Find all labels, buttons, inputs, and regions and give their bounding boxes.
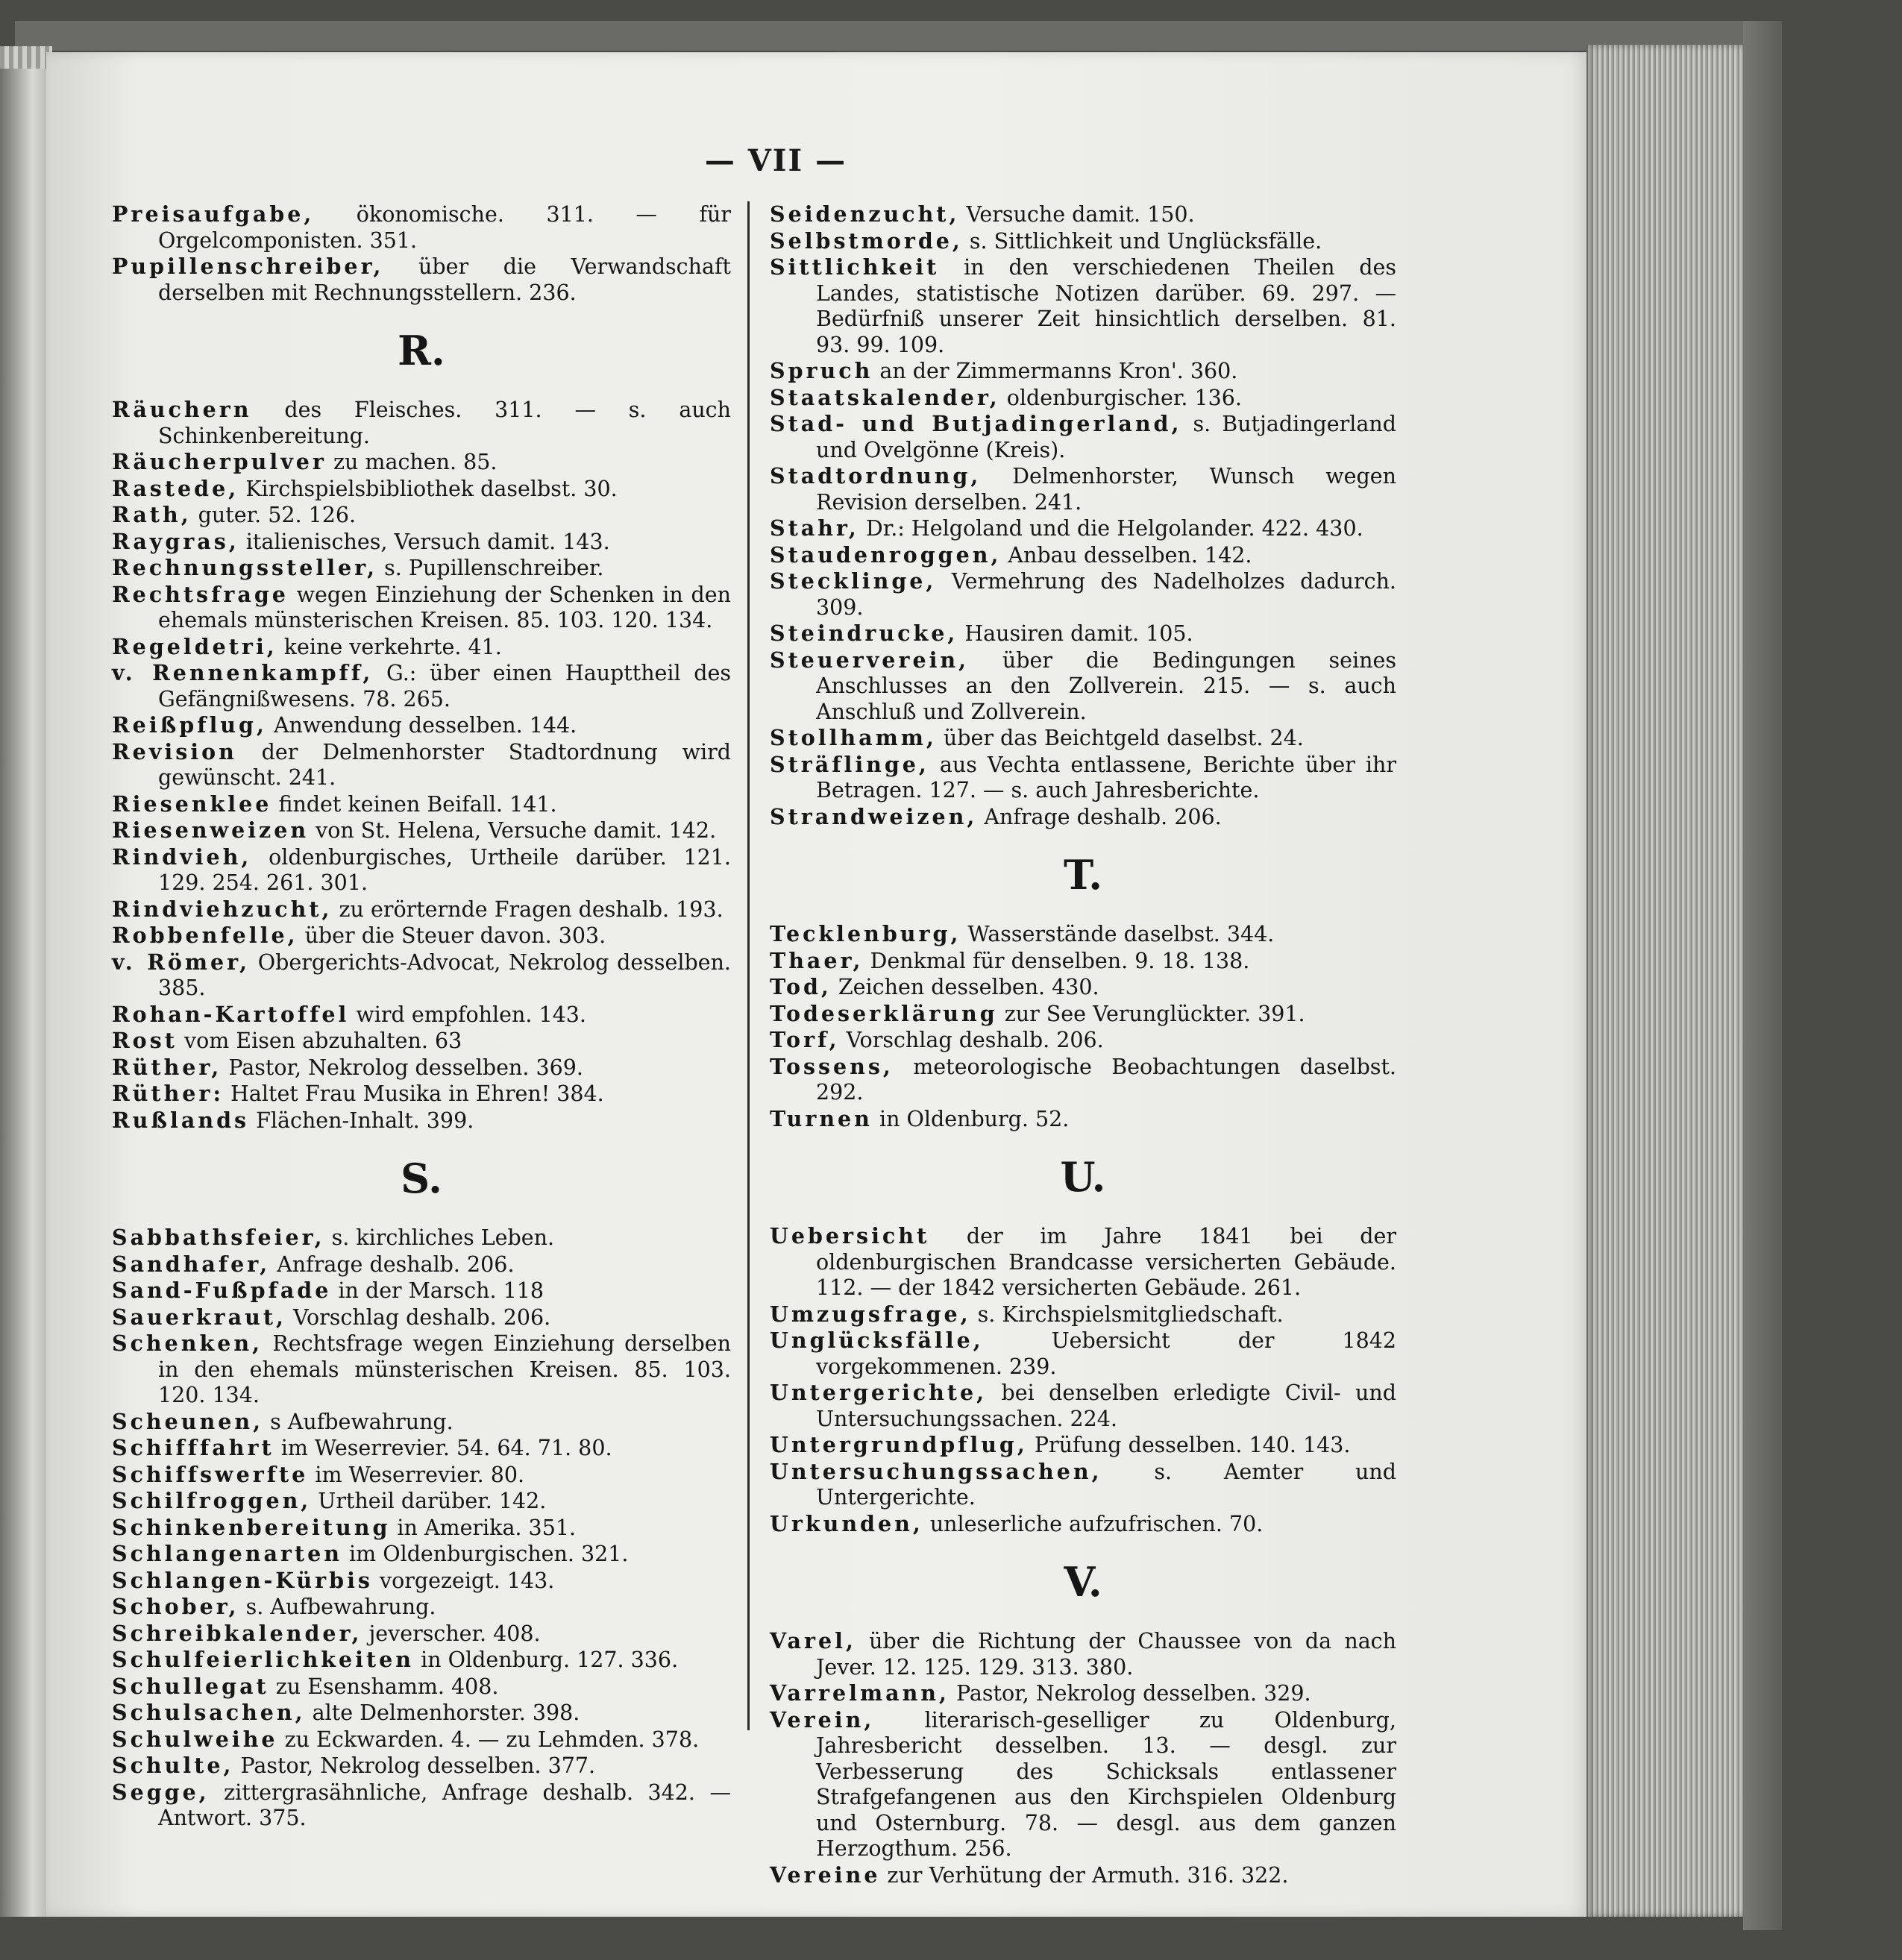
entry-headword: Schenken, (112, 1331, 263, 1356)
index-entry (112, 201, 731, 254)
entry-headword: Selbstmorde, (770, 227, 963, 254)
entry-text: zittergrasähnliche, Anfrage deshalb. 342. — Antwort. 375. (158, 1780, 731, 1830)
index-entry (770, 921, 1396, 948)
entry-headword: Urkunden, (770, 1510, 923, 1536)
entry-headword: Räuchern (112, 397, 252, 422)
entry-headword: Riesenweizen (112, 817, 310, 843)
entry-headword: Schulte, (112, 1753, 234, 1778)
entry-headword: Steuerverein, (770, 647, 970, 673)
entry-text: Rechtsfrage wegen Einziehung derselben in den ehemals münsterischen Kreisen. 85. 103. 120. 134. (158, 1331, 731, 1407)
entry-headword: Robbenfelle, (112, 923, 298, 948)
entry-headword: Tossens, (770, 1053, 894, 1079)
index-entry (770, 1707, 1396, 1862)
entry-headword: Stad- und Butjadingerland, (770, 411, 1182, 436)
entry-text: s Aufbewahrung. (263, 1409, 453, 1434)
entry-headword: Riesenklee (112, 791, 272, 817)
entry-headword: Rost (112, 1028, 178, 1053)
entry-headword: Torf, (770, 1027, 840, 1052)
index-entry (770, 1511, 1396, 1538)
entry-headword: v. Römer, (112, 949, 251, 975)
entry-text: oldenburgischer. 136. (999, 385, 1242, 410)
entry-headword: Todeserklärung (770, 1000, 998, 1026)
entry-text: s. Butjadingerland und Ovelgönne (Kreis). (816, 412, 1396, 462)
entry-text: in der Marsch. 118 (331, 1278, 544, 1303)
entry-text: Denkmal für denselben. 9. 18. 138. (863, 948, 1250, 973)
entry-text: der Delmenhorster Stadtordnung wird gewünscht. 241. (158, 739, 731, 790)
entry-text: Urtheil darüber. 142. (311, 1489, 547, 1513)
entry-text: keine verkehrte. 41. (277, 634, 502, 659)
entry-text: alte Delmenhorster. 398. (305, 1700, 580, 1725)
entry-headword: Stadtordnung, (770, 463, 982, 489)
entry-text: in den verschiedenen Theilen des Landes, statistische Notizen darüber. 69. 297. — Bedürfniß unserer Zeit hinsichtlich derselben. 81. 93. 99. 109. (816, 255, 1396, 357)
index-entry (770, 621, 1396, 647)
entry-headword: Rohan-Kartoffel (112, 1001, 350, 1027)
entry-text: G.: über einen Haupttheil des Gefängnißwesens. 78. 265. (158, 661, 731, 712)
index-entry (112, 896, 731, 923)
index-entry (112, 1700, 731, 1727)
entry-text: s. Aufbewahrung. (239, 1595, 436, 1619)
entry-headword: Räucherpulver (112, 449, 327, 474)
entry-text: literarisch-geselliger zu Oldenburg, Jahresbericht desselben. 13. — desgl. zur Verbesserung des Schicksals entlassener Strafgefangenen aus den Kirchspielen Oldenburg und Osternburg. 78. — desgl. aus dem ganzen Herzogthum. 256. (816, 1707, 1396, 1861)
section-letter-heading: R. (398, 327, 445, 374)
index-entry (112, 254, 731, 306)
index-entry (112, 1304, 731, 1331)
entry-headword: Revision (112, 738, 237, 764)
entry-headword: Rath, (112, 502, 192, 527)
entry-headword: Varel, (770, 1628, 856, 1653)
entry-headword: Rastede, (112, 475, 239, 501)
entry-text: s. kirchliches Leben. (324, 1225, 555, 1250)
index-entry (112, 1594, 731, 1621)
entry-headword: Verein, (770, 1706, 875, 1733)
entry-text: der im Jahre 1841 bei der oldenburgischen Brandcasse versicherten Gebäude. 112. — der 1842 versicherten Gebäude. 261. (816, 1224, 1396, 1300)
entry-text: Flächen-Inhalt. 399. (249, 1108, 474, 1133)
index-entry (112, 660, 731, 712)
index-entry (112, 1225, 731, 1251)
index-entry (770, 1432, 1396, 1459)
index-entry (112, 1055, 731, 1081)
entry-headword: Schober, (112, 1594, 239, 1619)
index-entry (112, 817, 731, 844)
index-entry (770, 1027, 1396, 1054)
entry-headword: Schlangen-Kürbis (112, 1567, 373, 1593)
entry-headword: Spruch (770, 358, 873, 383)
page-block-edges (1586, 45, 1743, 1917)
entry-text: im Weserrevier. 54. 64. 71. 80. (274, 1436, 612, 1460)
index-entry (770, 948, 1396, 975)
entry-text: Haltet Frau Musika in Ehren! 384. (223, 1081, 604, 1106)
entry-text: Anbau desselben. 142. (1001, 542, 1252, 568)
entry-headword: Preisaufgabe, (112, 201, 315, 227)
index-entry (112, 949, 731, 1002)
index-entry (112, 1462, 731, 1489)
section-letter-heading: T. (1063, 851, 1103, 899)
entry-text: bei denselben erledigte Civil- und Untersuchungssachen. 224. (816, 1381, 1396, 1431)
index-entry (770, 974, 1396, 1001)
index-column-left (112, 201, 731, 1832)
entry-headword: v. Rennenkampff, (112, 660, 374, 685)
entry-text: wird empfohlen. 143. (349, 1002, 586, 1027)
index-entry (112, 1488, 731, 1515)
entry-text: Pastor, Nekrolog desselben. 377. (233, 1753, 596, 1778)
entry-text: im Oldenburgischen. 321. (342, 1542, 629, 1566)
section-letter-heading: U. (1060, 1153, 1106, 1201)
entry-text: Anwendung desselben. 144. (266, 713, 577, 738)
index-entry (112, 1674, 731, 1700)
page-number: — VII — (704, 143, 847, 178)
entry-text: s. Aemter und Untergerichte. (816, 1459, 1396, 1510)
entry-headword: Rindviehzucht, (112, 896, 333, 922)
entry-headword: Schilfroggen, (112, 1488, 312, 1513)
entry-text: Anfrage deshalb. 206. (977, 804, 1222, 829)
entry-headword: Sand-Fußpfade (112, 1278, 332, 1303)
index-entry (770, 1223, 1396, 1301)
index-entry (112, 582, 731, 634)
index-entry (112, 1621, 731, 1648)
index-entry (770, 1328, 1396, 1380)
index-entry (112, 449, 731, 476)
entry-headword: Uebersicht (770, 1223, 930, 1248)
entry-text: Uebersicht der 1842 vorgekommenen. 239. (816, 1328, 1396, 1379)
entry-headword: Reißpflug, (112, 712, 267, 738)
entry-text: wegen Einziehung der Schenken in den ehemals münsterischen Kreisen. 85. 103. 120. 134. (158, 582, 731, 632)
index-entry (112, 712, 731, 739)
entry-text: in Amerika. 351. (390, 1515, 577, 1540)
entry-headword: Schlangenarten (112, 1541, 342, 1566)
entry-headword: Sabbathsfeier, (112, 1225, 325, 1250)
entry-text: an der Zimmermanns Kron'. 360. (873, 359, 1238, 383)
index-entry (112, 923, 731, 949)
index-entry (112, 1108, 731, 1134)
entry-headword: Schulsachen, (112, 1700, 306, 1725)
index-entry (770, 647, 1396, 726)
entry-headword: Rüther, (112, 1054, 222, 1080)
entry-headword: Segge, (112, 1779, 210, 1805)
entry-headword: Schiffswerfte (112, 1461, 309, 1487)
entry-headword: Pupillenschreiber, (112, 254, 384, 279)
entry-headword: Regeldetri, (112, 633, 277, 659)
index-entry (770, 1380, 1396, 1432)
index-entry (112, 844, 731, 896)
entry-text: über die Bedingungen seines Anschlusses an den Zollverein. 215. — s. auch Anschluß und Zollverein. (816, 647, 1396, 724)
index-entry (770, 228, 1396, 255)
index-entry (112, 739, 731, 791)
index-entry (770, 1301, 1396, 1328)
entry-text: aus Vechta entlassene, Berichte über ihr Betragen. 127. — s. auch Jahresberichte. (816, 752, 1396, 802)
entry-text: in Oldenburg. 127. 336. (414, 1648, 679, 1672)
entry-text: italienisches, Versuch damit. 143. (239, 529, 610, 554)
entry-headword: Untersuchungssachen, (770, 1458, 1102, 1484)
entry-headword: Untergerichte, (770, 1380, 988, 1405)
entry-headword: Umzugsfrage, (770, 1301, 971, 1327)
index-entry (770, 515, 1396, 542)
entry-text: s. Sittlichkeit und Unglücksfälle. (962, 228, 1322, 254)
entry-text: des Fleisches. 311. — s. auch Schinkenbereitung. (158, 398, 731, 448)
entry-headword: Stollhamm, (770, 725, 937, 750)
index-entry (770, 804, 1396, 831)
binding-stitching (0, 46, 52, 69)
entry-text: Obergerichts-Advocat, Nekrolog desselben. 385. (158, 949, 731, 1000)
entry-text: zu Eckwarden. 4. — zu Lehmden. 378. (277, 1727, 700, 1752)
index-entry (770, 1862, 1396, 1889)
entry-text: meteorologische Beobachtungen daselbst. 292. (816, 1054, 1396, 1105)
entry-headword: Tecklenburg, (770, 921, 961, 946)
index-entry (770, 358, 1396, 385)
entry-text: über das Beichtgeld daselbst. 24. (936, 726, 1304, 750)
book-cover-edge (1743, 21, 1782, 1930)
entry-headword: Sauerkraut, (112, 1304, 286, 1330)
entry-text: Versuche damit. 150. (959, 202, 1195, 227)
entry-headword: Stecklinge, (770, 568, 937, 594)
entry-headword: Steindrucke, (770, 621, 958, 646)
index-entry (770, 1680, 1396, 1707)
book-cover-top (15, 21, 1782, 51)
index-entry (112, 1541, 731, 1568)
entry-text: im Weserrevier. 80. (308, 1462, 525, 1487)
index-entry (112, 555, 731, 582)
entry-headword: Sträflinge, (770, 751, 929, 777)
entry-headword: Untergrundpflug, (770, 1432, 1028, 1457)
entry-headword: Strandweizen, (770, 803, 978, 829)
index-entry (770, 1001, 1396, 1028)
entry-headword: Sandhafer, (112, 1251, 271, 1277)
entry-headword: Varrelmann, (770, 1680, 950, 1706)
entry-text: in Oldenburg. 52. (872, 1106, 1070, 1131)
entry-text: zur Verhütung der Armuth. 316. 322. (880, 1862, 1289, 1888)
index-entry (770, 1106, 1396, 1133)
index-entry (112, 529, 731, 556)
entry-text: jeverscher. 408. (362, 1621, 541, 1646)
entry-headword: Staudenroggen, (770, 541, 1002, 568)
index-entry (112, 1435, 731, 1462)
index-entry (112, 1081, 731, 1108)
entry-text: zu machen. 85. (326, 450, 498, 474)
entry-text: s. Kirchspielsmitgliedschaft. (970, 1301, 1284, 1327)
entry-headword: Raygras, (112, 528, 239, 554)
entry-text: zu erörternde Fragen deshalb. 193. (332, 896, 724, 922)
entry-text: über die Richtung der Chaussee von da nach Jever. 12. 125. 129. 313. 380. (816, 1629, 1396, 1680)
entry-text: Anfrage deshalb. 206. (270, 1251, 515, 1277)
entry-text: guter. 52. 126. (191, 503, 357, 527)
index-entry (112, 791, 731, 818)
entry-headword: Rechnungssteller, (112, 555, 378, 580)
column-rule (747, 201, 750, 1730)
entry-text: s. Pupillenschreiber. (377, 556, 604, 580)
entry-headword: Vereine (770, 1862, 881, 1888)
entry-text: Kirchspielsbibliothek daselbst. 30. (239, 476, 618, 501)
section-letter-heading: S. (401, 1155, 442, 1202)
index-entry (112, 397, 731, 449)
entry-text: Wasserstände daselbst. 344. (961, 922, 1275, 946)
entry-text: Delmenhorster, Wunsch wegen Revision derselben. 241. (816, 464, 1396, 515)
index-entry (112, 634, 731, 661)
entry-headword: Turnen (770, 1105, 873, 1131)
index-entry (112, 1251, 731, 1278)
entry-text: Vorschlag deshalb. 206. (286, 1304, 551, 1330)
entry-text: Pastor, Nekrolog desselben. 329. (949, 1681, 1311, 1706)
index-entry (112, 1647, 731, 1674)
index-entry (112, 502, 731, 529)
entry-headword: Schinkenbereitung (112, 1514, 391, 1540)
entry-text: Vorschlag deshalb. 206. (839, 1028, 1104, 1052)
index-entry (770, 385, 1396, 412)
index-entry (770, 1459, 1396, 1511)
index-column-right (770, 201, 1396, 1888)
entry-text: über die Steuer davon. 303. (298, 923, 606, 948)
entry-headword: Rechtsfrage (112, 581, 289, 607)
index-entry (770, 542, 1396, 569)
entry-headword: Rußlands (112, 1107, 250, 1133)
section-letter-heading: V. (1064, 1558, 1102, 1606)
entry-headword: Scheunen, (112, 1408, 264, 1434)
entry-text: vorgezeigt. 143. (372, 1568, 555, 1593)
index-entry (112, 1002, 731, 1028)
entry-text: oldenburgisches, Urtheile darüber. 121. 129. 254. 261. 301. (158, 844, 731, 895)
entry-text: Dr.: Helgoland und die Helgolander. 422. 430. (859, 516, 1363, 541)
index-entry (770, 411, 1396, 463)
facing-page-edge (0, 52, 46, 1917)
entry-headword: Sittlichkeit (770, 254, 940, 280)
entry-text: unleserliche aufzufrischen. 70. (923, 1511, 1264, 1536)
entry-text: vom Eisen abzuhalten. 63 (177, 1028, 462, 1053)
entry-text: ökonomische. 311. — für Orgelcomponisten. 351. (158, 202, 731, 253)
index-entry (112, 1727, 731, 1753)
entry-text: Vermehrung des Nadelholzes dadurch. 309. (816, 569, 1396, 620)
entry-text: zu Esenshamm. 408. (269, 1674, 499, 1699)
entry-headword: Schulfeierlichkeiten (112, 1647, 415, 1672)
index-entry (112, 1331, 731, 1409)
entry-text: Hausiren damit. 105. (958, 621, 1193, 646)
entry-headword: Seidenzucht, (770, 201, 960, 227)
entry-headword: Unglücksfälle, (770, 1328, 984, 1353)
index-entry (112, 1409, 731, 1436)
index-entry (112, 1278, 731, 1304)
entry-headword: Tod, (770, 974, 832, 999)
index-entry (770, 725, 1396, 752)
index-entry (112, 1515, 731, 1542)
index-entry (112, 1780, 731, 1832)
entry-text: Prüfung desselben. 140. 143. (1027, 1433, 1351, 1457)
index-entry (770, 568, 1396, 621)
entry-headword: Schifffahrt (112, 1435, 274, 1460)
entry-headword: Staatskalender, (770, 384, 1000, 410)
index-entry (770, 463, 1396, 515)
index-entry (112, 1028, 731, 1055)
entry-text: Pastor, Nekrolog desselben. 369. (222, 1055, 583, 1080)
entry-text: Zeichen desselben. 430. (831, 975, 1099, 999)
entry-text: über die Verwandschaft derselben mit Rechnungsstellern. 236. (158, 254, 731, 305)
entry-headword: Schulweihe (112, 1726, 278, 1752)
entry-headword: Rindvieh, (112, 844, 252, 870)
index-entry (770, 201, 1396, 228)
index-entry (770, 752, 1396, 804)
index-entry (770, 1054, 1396, 1106)
index-entry (770, 254, 1396, 358)
entry-headword: Schreibkalender, (112, 1620, 362, 1646)
entry-headword: Schullegat (112, 1673, 269, 1699)
index-entry (112, 1568, 731, 1595)
index-entry (112, 1753, 731, 1780)
entry-headword: Thaer, (770, 947, 864, 973)
entry-headword: Rüther: (112, 1081, 224, 1106)
index-entry (770, 1628, 1396, 1680)
entry-text: findet keinen Beifall. 141. (272, 791, 557, 817)
entry-text: zur See Verunglückter. 391. (997, 1001, 1305, 1026)
entry-text: von St. Helena, Versuche damit. 142. (309, 818, 717, 843)
entry-headword: Stahr, (770, 515, 859, 541)
index-entry (112, 476, 731, 503)
